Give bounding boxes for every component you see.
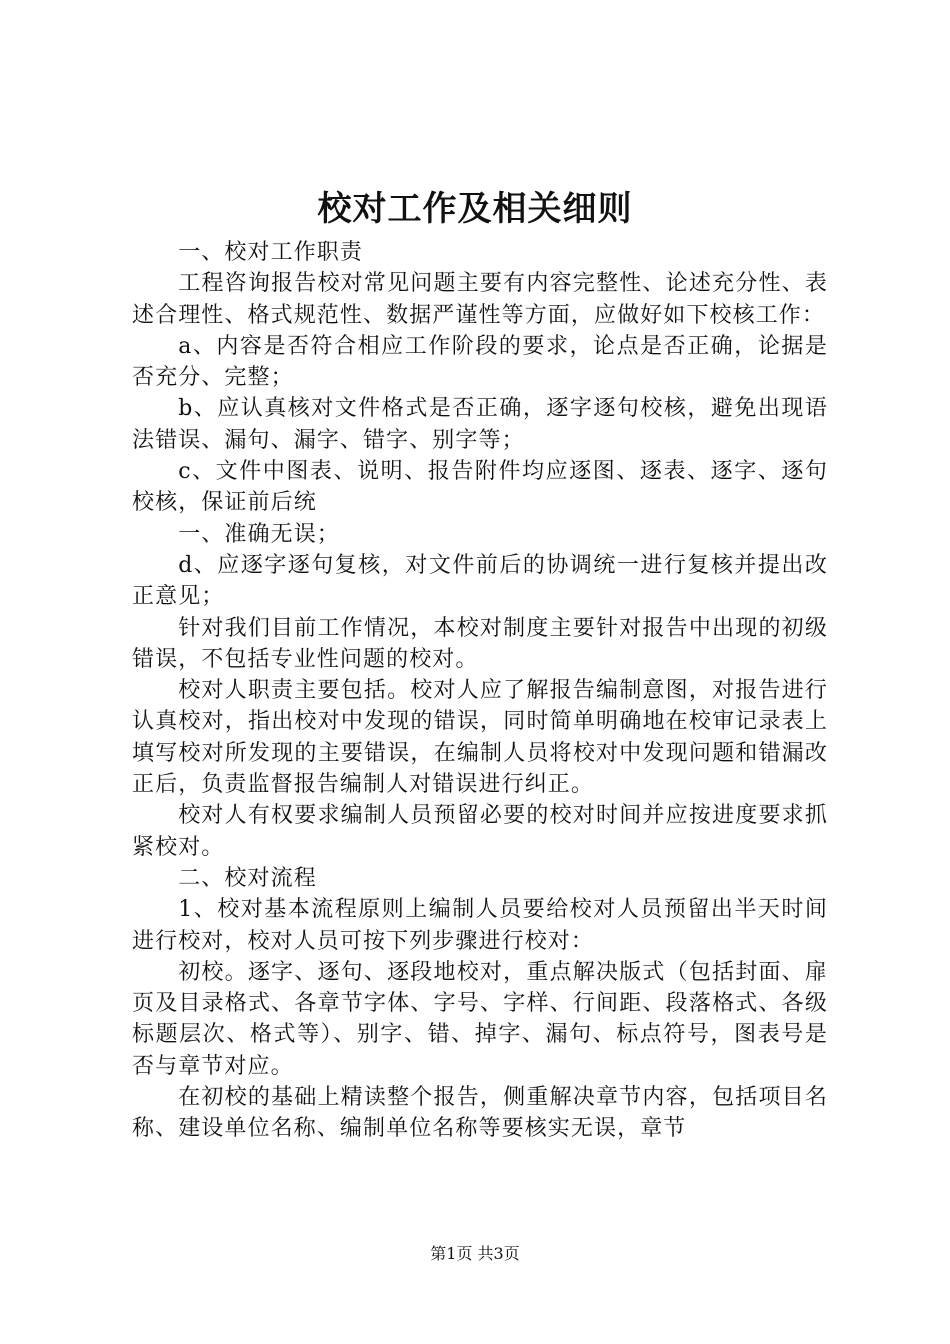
list-item: c、文件中图表、说明、报告附件均应逐图、逐表、逐字、逐句校核，保证前后统: [132, 459, 828, 516]
list-item: b、应认真核对文件格式是否正确，逐字逐句校核，避免出现语法错误、漏句、漏字、错字、别字等；: [132, 396, 828, 453]
paragraph: 初校。逐字、逐句、逐段地校对，重点解决版式（包括封面、扉页及目录格式、各章节字体、字号、字样、行间距、段落格式、各级标题层次、格式等）、别字、错、掉字、漏句、标点符号，图表号是否与章节对应。: [132, 959, 828, 1079]
paragraph: 一、准确无误；: [178, 521, 340, 547]
document-body: [132, 237, 828, 1145]
paragraph: 针对我们目前工作情况，本校对制度主要针对报告中出现的初级错误，不包括专业性问题的校对。: [132, 615, 828, 672]
list-item: a、内容是否符合相应工作阶段的要求，论点是否正确，论据是否充分、完整；: [132, 333, 828, 391]
paragraph: 校对人职责主要包括。校对人应了解报告编制意图，对报告进行认真校对，指出校对中发现的错误，同时简单明确地在校审记录表上填写校对所发现的主要错误，在编制人员将校对中发现问题和错漏改正后，负责监督报告编制人对错误进行纠正。: [132, 678, 828, 798]
document-title: 校对工作及相关细则: [317, 189, 633, 229]
list-item: d、应逐字逐句复核，对文件前后的协调统一进行复核并提出改正意见；: [132, 552, 828, 610]
page-footer: 第1页 共3页: [430, 1244, 520, 1263]
paragraph: 工程咨询报告校对常见问题主要有内容完整性、论述充分性、表述合理性、格式规范性、数据严谨性等方面，应做好如下校核工作：: [132, 271, 828, 328]
section-heading: 一、校对工作职责: [178, 240, 363, 265]
paragraph: 在初校的基础上精读整个报告，侧重解决章节内容，包括项目名称、建设单位名称、编制单位名称等要核实无误，章节: [132, 1085, 828, 1142]
section-heading: 二、校对流程: [178, 865, 317, 891]
paragraph: 校对人有权要求编制人员预留必要的校对时间并应按进度要求抓紧校对。: [132, 803, 828, 860]
paragraph: 1、校对基本流程原则上编制人员要给校对人员预留出半天时间进行校对，校对人员可按下列步骤进行校对：: [132, 897, 828, 954]
